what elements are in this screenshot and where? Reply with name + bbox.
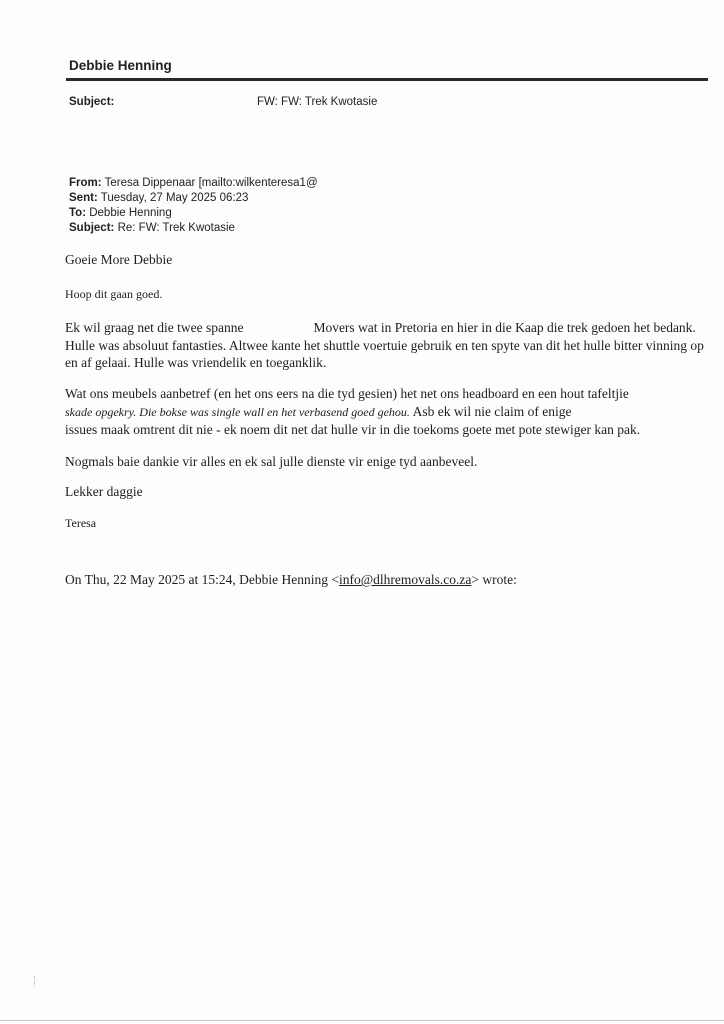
paragraph-recommend: Nogmals baie dankie vir alles en ek sal julle dienste vir enige tyd aanbeveel. <box>65 454 478 469</box>
sent-value: Tuesday, 27 May 2025 06:23 <box>100 192 249 204</box>
from-line <box>69 176 318 191</box>
header-divider <box>66 78 708 81</box>
paragraph-thanks-rest: Movers wat in Pretoria en hier in die Kaap die trek gedoen het bedank. Hulle was absoluut fantasties. Altwee kante het shuttle voertuie gebruik en ten spyte van dit het hulle bitter vinning op en af gelaai. Hulle was vriendelik en toeganklik. <box>65 320 704 370</box>
sent-label: Sent: <box>69 192 98 204</box>
from-label: From: <box>69 177 102 189</box>
hope-line: Hoop dit gaan goed. <box>65 287 163 301</box>
paragraph-thanks-start: Ek wil graag net die twee spanne <box>65 320 244 335</box>
quoted-reply-header <box>65 571 715 589</box>
subject-label: Subject: <box>69 96 115 108</box>
paragraph-furniture-line2 <box>65 403 715 422</box>
paragraph-furniture <box>65 385 715 439</box>
forward-subject-label: Subject: <box>69 222 115 234</box>
closing: Lekker daggie <box>65 484 143 499</box>
paragraph-furniture-line2a: skade opgekry. Die bokse was single wall en het verbasend goed gehou. <box>65 404 410 419</box>
greeting: Goeie More Debbie <box>65 252 173 267</box>
page-bottom-edge <box>0 1020 724 1021</box>
sent-line <box>69 191 318 206</box>
paragraph-thanks <box>65 319 715 372</box>
forward-subject-value: Re: FW: Trek Kwotasie <box>117 222 235 234</box>
to-label: To: <box>69 207 87 219</box>
email-link[interactable]: info@dlhremovals.co.za <box>338 572 472 587</box>
paragraph-furniture-line3: issues maak omtrent dit nie - ek noem dit net dat hulle vir in die toekoms goete met pote stewiger kan pak. <box>65 422 641 437</box>
paragraph-furniture-line2b: Asb ek wil nie claim of enige <box>409 403 572 419</box>
subject-value: FW: FW: Trek Kwotasie <box>257 96 378 108</box>
forward-header-block <box>69 176 318 236</box>
signature: Teresa <box>65 516 97 530</box>
paragraph-furniture-line1: Wat ons meubels aanbetref (en het ons eers na die tyd gesien) het net ons headboard en een hout tafeltjie <box>65 386 629 401</box>
sender-name-header: Debbie Henning <box>69 58 172 73</box>
scan-speck <box>34 976 41 986</box>
quote-prefix: On Thu, 22 May 2025 at 15:24, Debbie Henning < <box>65 572 339 587</box>
to-line <box>69 206 318 221</box>
quote-suffix: > wrote: <box>471 572 517 587</box>
to-value: Debbie Henning <box>89 207 172 219</box>
forward-subject-line <box>69 221 318 236</box>
from-value: Teresa Dippenaar [mailto:wilkenteresa1@ <box>104 177 318 189</box>
